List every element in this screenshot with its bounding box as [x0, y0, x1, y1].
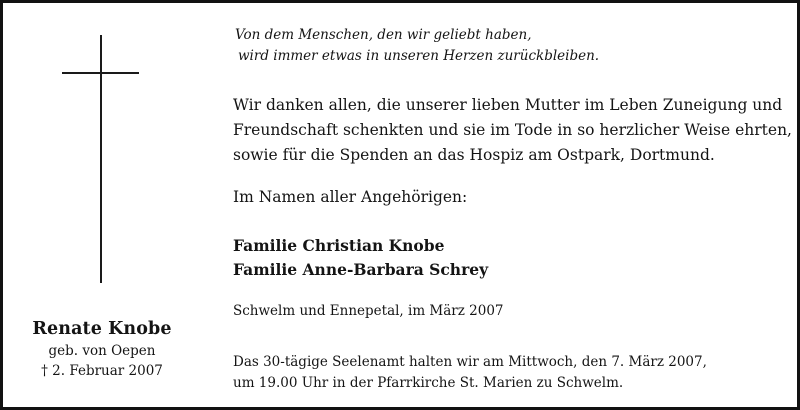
service-line-2: um 19.00 Uhr in der Pfarrkirche St. Marien zu Schwelm.	[233, 375, 624, 391]
family-signatures	[233, 234, 488, 282]
relatives-intro: Im Namen aller Angehörigen:	[233, 188, 468, 206]
thanks-line-1: Wir danken allen, die unserer lieben Mutter im Leben Zuneigung und	[233, 96, 783, 114]
cross-horizontal-bar	[62, 72, 139, 74]
family-signature-1: Familie Christian Knobe	[233, 236, 445, 255]
place-date: Schwelm und Ennepetal, im März 2007	[233, 303, 504, 319]
quote-line-1: Von dem Menschen, den wir geliebt haben,	[235, 27, 532, 43]
deceased-maiden-name: geb. von Oepen	[48, 343, 156, 359]
family-signature-2: Familie Anne-Barbara Schrey	[233, 260, 489, 279]
quote-line-2: wird immer etwas in unseren Herzen zurückbleiben.	[238, 48, 600, 64]
deceased-name: Renate Knobe	[32, 319, 172, 339]
service-line-1: Das 30-tägige Seelenamt halten wir am Mittwoch, den 7. März 2007,	[233, 354, 707, 370]
deceased-block	[23, 317, 181, 381]
memorial-quote	[235, 25, 599, 67]
thanks-line-3: sowie für die Spenden an das Hospiz am Ostpark, Dortmund.	[233, 146, 715, 164]
thanks-line-2: Freundschaft schenkten und sie im Tode in so herzlicher Weise ehrten,	[233, 121, 792, 139]
thanks-paragraph	[233, 93, 792, 168]
deceased-death-date: † 2. Februar 2007	[41, 363, 163, 379]
memorial-service-notice	[233, 352, 707, 394]
